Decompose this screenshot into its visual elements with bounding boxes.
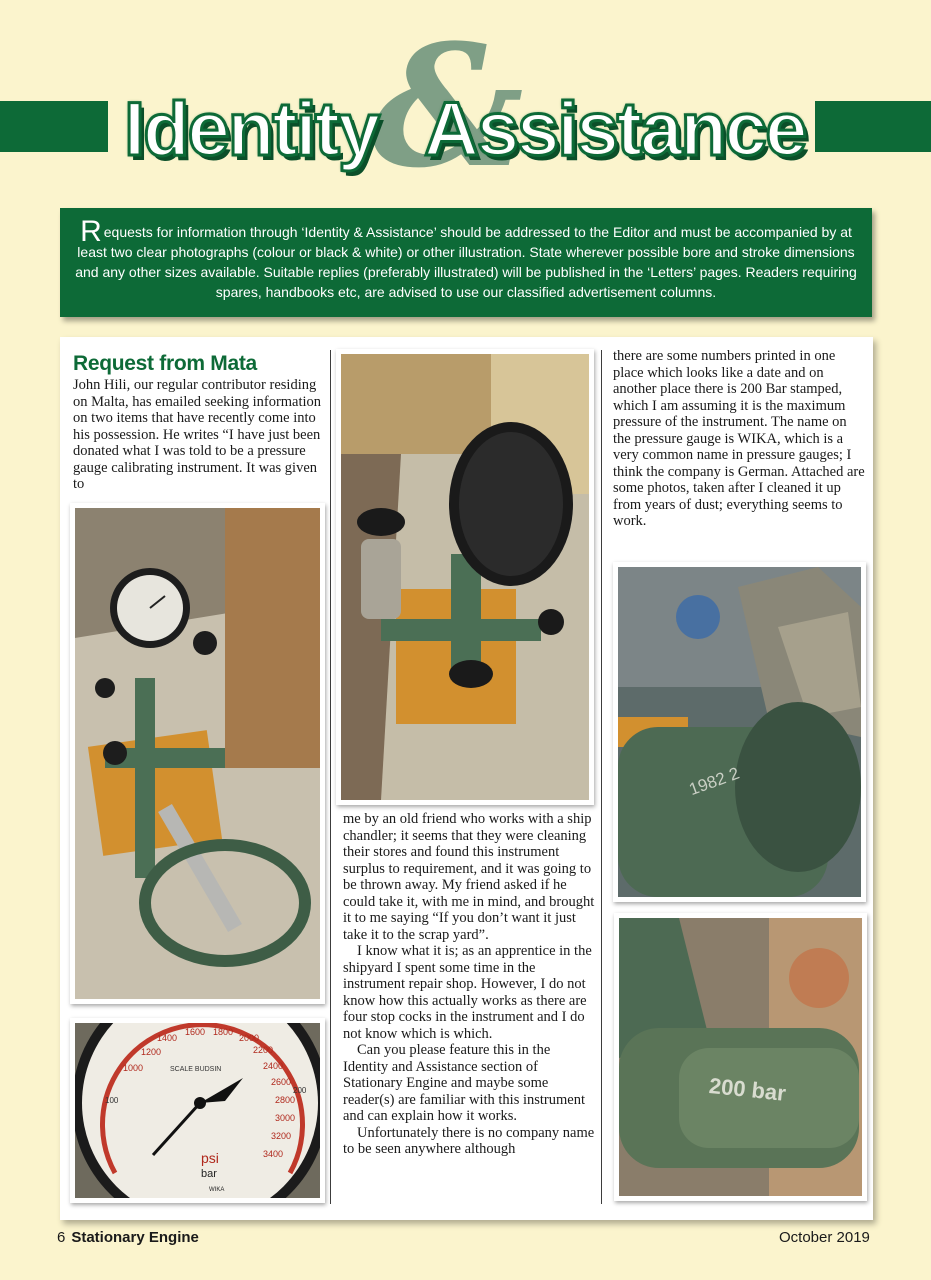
title-assistance: Assistance xyxy=(424,87,806,172)
photo-instrument-with-handwheel xyxy=(70,503,325,1004)
issue-date: October 2019 xyxy=(779,1229,870,1246)
dial-scale-label: SCALE BUDSIN xyxy=(170,1066,222,1073)
header-bar-left xyxy=(0,101,108,152)
page-number: 6 xyxy=(57,1229,66,1246)
dial-brand: WIKA xyxy=(209,1187,225,1193)
photo-instrument-top-view xyxy=(336,349,594,805)
photo-gauge-dial xyxy=(70,1018,325,1203)
dial-tick-2400: 2400 xyxy=(263,1061,284,1071)
intro-text: equests for information through ‘Identity & Assistance’ should be addressed to the Editor and must be accompanied by at least two clear photographs (colour or black & white) or other illustration. State wherever possible bore and stroke dimensions and any other sizes available. Suitable replies (preferably illustrated) will be published in the ‘Letters’ pages. Readers requiring spares, handbooks etc, are advised to use our classified advertisement columns. xyxy=(75,224,857,300)
title-identity: Identity xyxy=(124,87,379,172)
dial-tick-1000: 1000 xyxy=(123,1063,144,1073)
title-ampersand: & xyxy=(372,7,524,205)
dial-unit-psi: psi xyxy=(201,1150,219,1166)
dial-tick-1600: 1600 xyxy=(185,1027,206,1037)
article-column-2 xyxy=(343,811,595,1158)
column-divider xyxy=(330,350,331,1204)
intro-drop-cap: R xyxy=(80,215,102,248)
dial-tick-2800: 2800 xyxy=(275,1095,296,1105)
dial-tick-100: 100 xyxy=(105,1096,119,1105)
dial-tick-2600: 2600 xyxy=(271,1077,292,1087)
col2-paragraph: Can you please feature this in the Identity and Assistance section of Stationary Engine and maybe some reader(s) are familiar with this instrument and can explain how it works. xyxy=(343,1042,585,1124)
dial-tick-3400: 3400 xyxy=(263,1149,284,1159)
article-column-1 xyxy=(73,377,325,493)
article-headline: Request from Mata xyxy=(73,352,257,375)
col1-paragraph: John Hili, our regular contributor residing on Malta, has emailed seeking information on two items that have recently come into his possession. He writes “I have just been donated what I was told to be a pressure gauge calibrating instrument. It was given to xyxy=(73,377,322,492)
dial-tick-1800: 1800 xyxy=(213,1027,234,1037)
photo-200-bar-stamp-closeup xyxy=(614,913,867,1201)
dial-tick-2200: 2200 xyxy=(253,1045,274,1055)
col2-paragraph: I know what it is; as an apprentice in the shipyard I spent some time in the instrument repair shop. However, I do not know how this actually works as there are four stop cocks in the instrument and I do not know which is which. xyxy=(343,943,592,1042)
dial-tick-3000: 3000 xyxy=(275,1113,296,1123)
dial-tick-1400: 1400 xyxy=(157,1033,178,1043)
magazine-name: Stationary Engine xyxy=(71,1229,199,1246)
article-column-3 xyxy=(613,348,865,530)
photo-date-stamp-closeup xyxy=(613,562,866,902)
intro-box xyxy=(60,208,872,317)
col3-paragraph: there are some numbers printed in one place which looks like a date and on another place there is 200 Bar stamped, which I am assuming it is the maximum pressure of the instrument. The name on the pressure gauge is WIKA, which is a very common name in pressure gauges; I think the company is German. Attached are some photos, taken after I cleaned it up from years of dust; everything seems to work. xyxy=(613,348,865,529)
dial-tick-200: 200 xyxy=(293,1086,307,1095)
col2-paragraph: me by an old friend who works with a ship chandler; it seems that they were cleaning their stores and found this instrument surplus to requirement, and it was going to be thrown away. My friend asked if he could take it, with me in mind, and brought it to me saying “If you don’t want it just take it to the scrap yard”. xyxy=(343,811,595,943)
stamp-date-text: 1982 2 xyxy=(686,763,742,800)
stamp-pressure-text: 200 bar xyxy=(707,1072,788,1106)
dial-tick-2000: 2000 xyxy=(239,1033,260,1043)
dial-tick-1200: 1200 xyxy=(141,1047,162,1057)
page-footer-left xyxy=(57,1229,199,1246)
dial-unit-bar: bar xyxy=(201,1168,217,1180)
column-divider xyxy=(601,350,602,1204)
dial-tick-3200: 3200 xyxy=(271,1131,292,1141)
header-bar-right xyxy=(815,101,931,152)
col2-paragraph: Unfortunately there is no company name to be seen anywhere although xyxy=(343,1124,595,1157)
